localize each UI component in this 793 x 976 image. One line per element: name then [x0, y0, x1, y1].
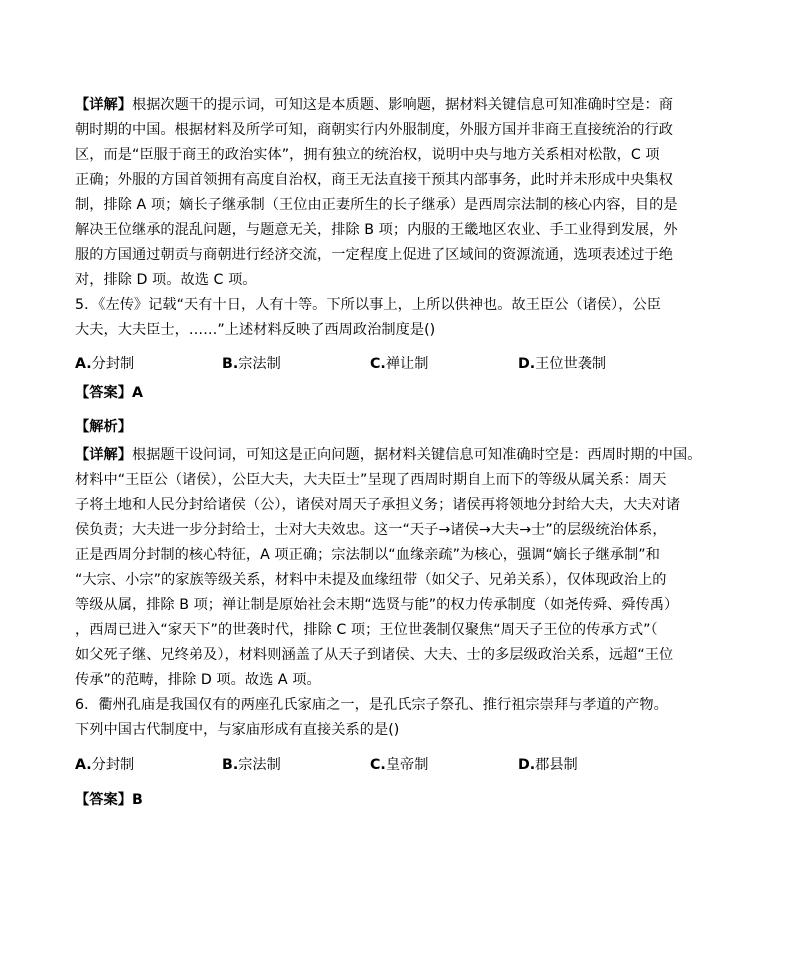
- option-key: A.: [75, 757, 92, 773]
- option-c: [370, 753, 428, 777]
- question-stem: 5．《左传》记载“天有十日，人有十等。下所以事上，上所以供神也。故王臣公（诸侯），公臣: [75, 297, 662, 313]
- text-line: 等级从属，排除 B 项；禅让制是原始社会末期“选贤与能”的权力传承制度（如尧传舜、舜传禹）: [75, 597, 679, 613]
- option-text: 皇帝制: [385, 757, 429, 773]
- detail-tag: 【详解】: [75, 447, 132, 463]
- text-line: 解决王位继承的混乱问题，与题意无关，排除 B 项；内服的王畿地区农业、手工业得到发展，外: [75, 222, 678, 238]
- answer-value: B: [131, 792, 143, 808]
- option-text: 分封制: [91, 757, 135, 773]
- text-line: 如父死子继、兄终弟及），材料则涵盖了从天子到诸侯、大夫、士的多层级政治关系，远超“王位: [75, 647, 674, 663]
- line-text: 根据次题干的提示词，可知这是本质题、影响题，据材料关键信息可知准确时空是：商: [131, 97, 673, 113]
- option-text: 宗法制: [238, 356, 281, 372]
- text-line: 区，而是“臣服于商王的政治实体”，拥有独立的统治权，说明中央与地方关系相对松散，C 项: [75, 147, 660, 163]
- option-a: [75, 352, 134, 376]
- answer-label: 【答案】: [75, 385, 132, 401]
- text-line: 正确；外服的方国首领拥有高度自治权，商王无法直接干预其内部事务，此时并未形成中央集权: [75, 172, 673, 188]
- option-b: [222, 753, 281, 777]
- option-key: C.: [370, 757, 386, 773]
- answer-line: [75, 788, 143, 812]
- text-line: 传承”的范畴，排除 D 项。故选 A 项。: [75, 672, 321, 688]
- option-text: 王位世袭制: [535, 356, 607, 372]
- option-a: [75, 753, 134, 777]
- line-text: 根据题干设问词，可知这是正向问题，据材料关键信息可知准确时空是：西周时期的中国。: [131, 447, 702, 463]
- option-key: B.: [222, 356, 239, 372]
- answer-line: [75, 381, 143, 405]
- text-line: 制，排除 A 项；嫡长子继承制（王位由正妻所生的长子继承）是西周宗法制的核心内容，目的是: [75, 197, 678, 213]
- text-line: 材料中“王臣公（诸侯），公臣大夫，大夫臣士”呈现了西周时期自上而下的等级从属关系：周天: [75, 472, 667, 488]
- question-stem: 下列中国古代制度中，与家庙形成有直接关系的是(): [75, 722, 400, 738]
- option-text: 分封制: [91, 356, 135, 372]
- text-line: [75, 443, 701, 467]
- text-line: [75, 93, 673, 117]
- text-line: 对，排除 D 项。故选 C 项。: [75, 272, 257, 288]
- option-text: 宗法制: [238, 757, 281, 773]
- option-key: D.: [518, 757, 536, 773]
- option-d: [518, 352, 606, 376]
- option-text: 郡县制: [535, 757, 578, 773]
- text-line: 服的方国通过朝贡与商朝进行经济交流，一定程度上促进了区域间的资源流通，选项表述过于绝: [75, 247, 673, 263]
- answer-value: A: [131, 385, 143, 401]
- text-line: 朝时期的中国。根据材料及所学可知，商朝实行内外服制度，外服方国并非商王直接统治的行政: [75, 122, 673, 138]
- text-line: 侯负责；大夫进一步分封给士，士对大夫效忠。这一“天子→诸侯→大夫→士”的层级统治体系，: [75, 522, 667, 538]
- option-key: D.: [518, 356, 536, 372]
- detail-tag: 【详解】: [75, 97, 132, 113]
- option-key: C.: [370, 356, 386, 372]
- option-b: [222, 352, 281, 376]
- option-text: 禅让制: [385, 356, 429, 372]
- question-stem: 6．衢州孔庙是我国仅有的两座孔氏家庙之一，是孔氏宗子祭孔、推行祖宗崇拜与孝道的产物。: [75, 697, 668, 713]
- text-line: 正是西周分封制的核心特征，A 项正确；宗法制以“血缘亲疏”为核心，强调“嫡长子继承制”和: [75, 547, 660, 563]
- option-c: [370, 352, 428, 376]
- analysis-label: 【解析】: [75, 419, 132, 435]
- answer-label: 【答案】: [75, 792, 132, 808]
- option-d: [518, 753, 578, 777]
- text-line: ，西周已进入“家天下”的世袭时代，排除 C 项；王位世袭制仅聚焦“周天子王位的传承方式”（: [75, 622, 658, 638]
- option-key: B.: [222, 757, 239, 773]
- text-line: 子将土地和人民分封给诸侯（公），诸侯对周天子承担义务；诸侯再将领地分封给大夫，大夫对诸: [75, 497, 681, 513]
- option-key: A.: [75, 356, 92, 372]
- question-stem: 大夫，大夫臣士，……”上述材料反映了西周政治制度是(): [75, 322, 436, 338]
- text-line: “大宗、小宗”的家族等级关系，材料中未提及血缘纽带（如父子、兄弟关系），仅体现政治上的: [75, 572, 667, 588]
